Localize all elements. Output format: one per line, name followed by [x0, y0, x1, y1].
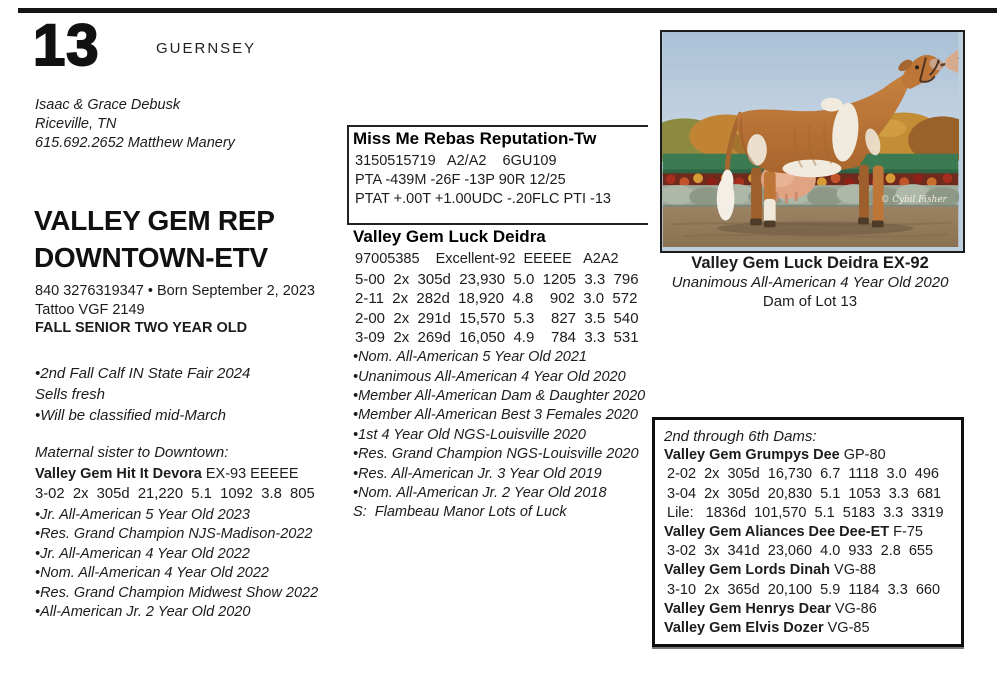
caption-name: Valley Gem Luck Deidra EX-92 — [691, 254, 929, 272]
dam-line — [664, 600, 961, 619]
dams-box-lines — [664, 446, 961, 638]
maternal-sister-awards — [35, 506, 335, 623]
dam-line — [664, 446, 961, 465]
animal-tattoo: Tattoo VGF 2149 — [35, 302, 145, 318]
award-line: •Res. Grand Champion NJS-Madison-2022 — [35, 526, 313, 542]
sire-name: Miss Me Rebas Reputation-Tw — [353, 129, 597, 148]
sire-ptat-line: PTAT +.00T +1.00UDC -.20FLC PTI -13 — [355, 191, 612, 207]
award-line: •Unanimous All-American 4 Year Old 2020 — [353, 368, 626, 385]
dam-line-detail: 3-04 2x 305d 20,830 5.1 1053 3.3 681 — [667, 485, 942, 502]
dam-line-detail: VG-88 — [830, 562, 876, 579]
lactation-record: 5-00 2x 305d 23,930 5.0 1205 3.3 796 — [355, 271, 639, 288]
dam-line — [664, 485, 961, 504]
dam-line-detail: 3-10 2x 365d 20,100 5.9 1184 3.3 660 — [667, 581, 941, 598]
award-line: •Jr. All-American 5 Year Old 2023 — [35, 506, 250, 523]
breed-label: GUERNSEY — [156, 40, 257, 57]
sale-note-line: Sells fresh — [35, 386, 106, 403]
award-line: •Res. Grand Champion Midwest Show 2022 — [35, 584, 319, 601]
photo-caption — [650, 254, 970, 311]
sale-notes — [35, 363, 250, 426]
lot-number: 13 — [33, 13, 100, 78]
dam-records — [353, 270, 655, 347]
dam-name: Valley Gem Luck Deidra — [353, 227, 546, 246]
cow-shadow — [717, 221, 913, 235]
top-rule — [18, 8, 997, 13]
sale-note-line: •Will be classified mid-March — [35, 407, 226, 424]
dam-heading-rule — [347, 223, 648, 225]
award-line: •Jr. All-American 4 Year Old 2022 — [35, 545, 250, 562]
award-line: •Nom. All-American 5 Year Old 2021 — [353, 349, 587, 366]
caption-relation: Dam of Lot 13 — [762, 293, 858, 310]
award-line: •Nom. All-American Jr. 2 Year Old 2018 — [353, 485, 607, 502]
award-line: •Res. Grand Champion NGS-Louisville 2020 — [353, 446, 639, 463]
award-line: •Member All-American Best 3 Females 2020 — [353, 407, 638, 424]
animal-name-line2: DOWNTOWN-ETV — [34, 242, 268, 273]
sire-heading-rule — [347, 125, 648, 127]
award-line: •Res. All-American Jr. 3 Year Old 2019 — [353, 465, 602, 482]
dam-line — [664, 465, 961, 484]
dams-box-heading: 2nd through 6th Dams: — [664, 428, 817, 445]
dam-line — [664, 504, 961, 523]
dam-line — [664, 561, 961, 580]
pedigree-bracket-line — [347, 125, 349, 225]
dam-line-detail: F-75 — [889, 524, 923, 541]
dam-id-line: 97005385 Excellent-92 EEEEE A2A2 — [355, 251, 619, 267]
animal-name — [34, 202, 275, 276]
show-class: FALL SENIOR TWO YEAR OLD — [35, 320, 248, 336]
dam-line-name: Valley Gem Grumpys Dee — [664, 447, 840, 464]
dam-line-detail: VG-86 — [830, 600, 877, 617]
cow-photo-illustration — [662, 32, 959, 247]
award-line: •All-American Jr. 2 Year Old 2020 — [35, 604, 251, 620]
consignor-line: Riceville, TN — [35, 116, 117, 132]
maternal-sister-block — [35, 443, 335, 623]
dam-line-detail: Lile: 1836d 101,570 5.1 5183 3.3 3319 — [667, 504, 944, 521]
consignor-line: 615.692.2652 Matthew Manery — [35, 135, 235, 151]
dam-awards — [353, 348, 655, 503]
maternal-sister-name: Valley Gem Hit It Devora — [35, 465, 202, 482]
cow-photo — [660, 30, 965, 253]
sire-pta-line: PTA -439M -26F -13P 90R 12/25 — [355, 172, 566, 188]
consignor-line: Isaac & Grace Debusk — [35, 97, 181, 113]
dam-block — [353, 227, 655, 523]
consignor-block — [35, 96, 235, 153]
dam-line — [664, 542, 961, 561]
dams-box — [652, 417, 964, 647]
award-line: •Member All-American Dam & Daughter 2020 — [353, 388, 646, 404]
dam-line — [664, 523, 961, 542]
animal-name-line1: VALLEY GEM REP — [34, 205, 275, 236]
animal-id-line: 840 3276319347 • Born September 2, 2023 — [35, 283, 315, 299]
maternal-sister-rating: EX-93 EEEEE — [201, 465, 299, 482]
dam-line — [664, 619, 961, 638]
lactation-record: 2-11 2x 282d 18,920 4.8 902 3.0 572 — [355, 290, 638, 308]
maternal-sister-intro: Maternal sister to Downtown: — [35, 444, 229, 461]
sale-note-line: •2nd Fall Calf IN State Fair 2024 — [35, 365, 251, 382]
maternal-sister-name-line — [35, 465, 335, 485]
dam-line-detail: 2-02 2x 305d 16,730 6.7 1118 3.0 496 — [667, 466, 939, 483]
dam-line-detail: 3-02 3x 341d 23,060 4.0 933 2.8 655 — [667, 543, 934, 560]
dam-line — [664, 581, 961, 600]
sire-block — [353, 129, 653, 209]
lactation-record: 3-09 2x 269d 16,050 4.9 784 3.3 531 — [355, 328, 639, 346]
lactation-record: 2-00 2x 291d 15,570 5.3 827 3.5 540 — [355, 309, 639, 327]
caption-award: Unanimous All-American 4 Year Old 2020 — [671, 274, 949, 291]
photographer-watermark: © Cybil Fisher — [880, 194, 947, 205]
dam-line-detail: VG-85 — [823, 620, 870, 637]
award-line: •Nom. All-American 4 Year Old 2022 — [35, 565, 269, 581]
dam-line-detail: GP-80 — [839, 447, 886, 464]
dam-line-name: Valley Gem Elvis Dozer — [664, 620, 824, 637]
maternal-sister-record: 3-02 2x 305d 21,220 5.1 1092 3.8 805 — [35, 486, 315, 502]
dam-line-name: Valley Gem Lords Dinah — [664, 562, 830, 579]
dam-line-name: Valley Gem Aliances Dee Dee-ET — [664, 524, 890, 541]
dam-sire-note: S: Flambeau Manor Lots of Luck — [353, 504, 567, 521]
dam-line-name: Valley Gem Henrys Dear — [664, 600, 831, 617]
sire-id-line: 3150515719 A2/A2 6GU109 — [355, 153, 557, 169]
award-line: •1st 4 Year Old NGS-Louisville 2020 — [353, 426, 586, 443]
